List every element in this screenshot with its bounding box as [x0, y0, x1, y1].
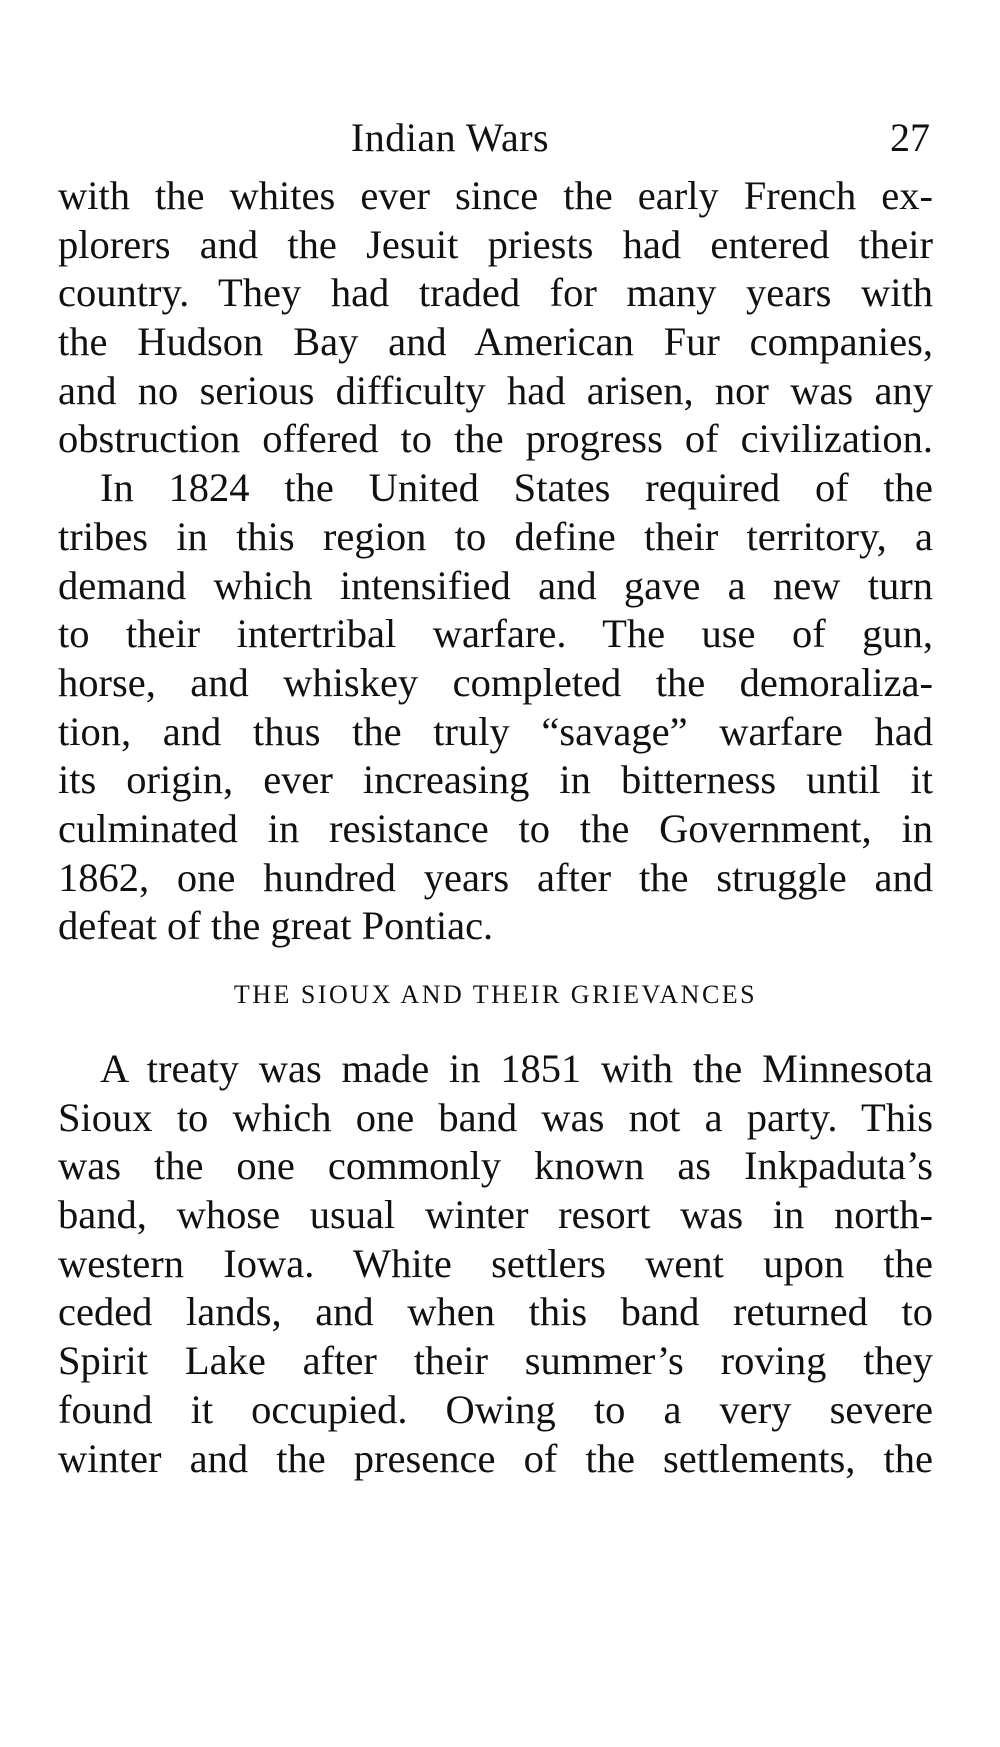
page-number: 27: [890, 115, 930, 160]
body-text-lower: [58, 1045, 933, 1483]
text-line: winter and the presence of the settlements, the: [58, 1435, 933, 1481]
text-line: band, whose usual winter resort was in north-: [58, 1192, 933, 1238]
text-line: western Iowa. White settlers went upon the: [58, 1240, 933, 1286]
text-line: culminated in resistance to the Government, in: [58, 805, 933, 851]
text-line: country. They had traded for many years with: [58, 270, 933, 316]
text-line: tion, and thus the truly “savage” warfare had: [58, 708, 933, 754]
section-heading: THE SIOUX AND THEIR GRIEVANCES: [233, 980, 758, 1009]
text-line: Sioux to which one band was not a party. This: [58, 1094, 933, 1140]
text-line: demand which intensified and gave a new turn: [58, 562, 933, 608]
text-line: obstruction offered to the progress of civilization.: [58, 416, 933, 462]
text-line: its origin, ever increasing in bitterness until it: [58, 757, 933, 803]
text-line: was the one commonly known as Inkpaduta’s: [58, 1143, 933, 1189]
text-line: found it occupied. Owing to a very severe: [58, 1386, 933, 1432]
body-text-upper: [58, 172, 933, 951]
running-head: [60, 108, 930, 168]
text-line: horse, and whiskey completed the demoraliza-: [58, 659, 933, 705]
text-line: plorers and the Jesuit priests had entered their: [58, 221, 933, 267]
text-line: Spirit Lake after their summer’s roving they: [58, 1338, 933, 1384]
text-line: tribes in this region to define their territory, a: [58, 513, 933, 559]
text-line: 1862, one hundred years after the struggle and: [58, 854, 933, 900]
text-line: with the whites ever since the early French ex-: [58, 173, 933, 218]
running-title: Indian Wars: [350, 115, 550, 160]
text-line: defeat of the great Pontiac.: [58, 903, 494, 949]
text-line: In 1824 the United States required of the: [100, 465, 933, 511]
text-line: ceded lands, and when this band returned to: [58, 1289, 933, 1335]
text-line: A treaty was made in 1851 with the Minnesota: [100, 1046, 933, 1091]
text-line: the Hudson Bay and American Fur companies,: [58, 319, 933, 365]
text-line: to their intertribal warfare. The use of gun,: [58, 611, 933, 657]
text-line: and no serious difficulty had arisen, nor was any: [58, 367, 933, 413]
